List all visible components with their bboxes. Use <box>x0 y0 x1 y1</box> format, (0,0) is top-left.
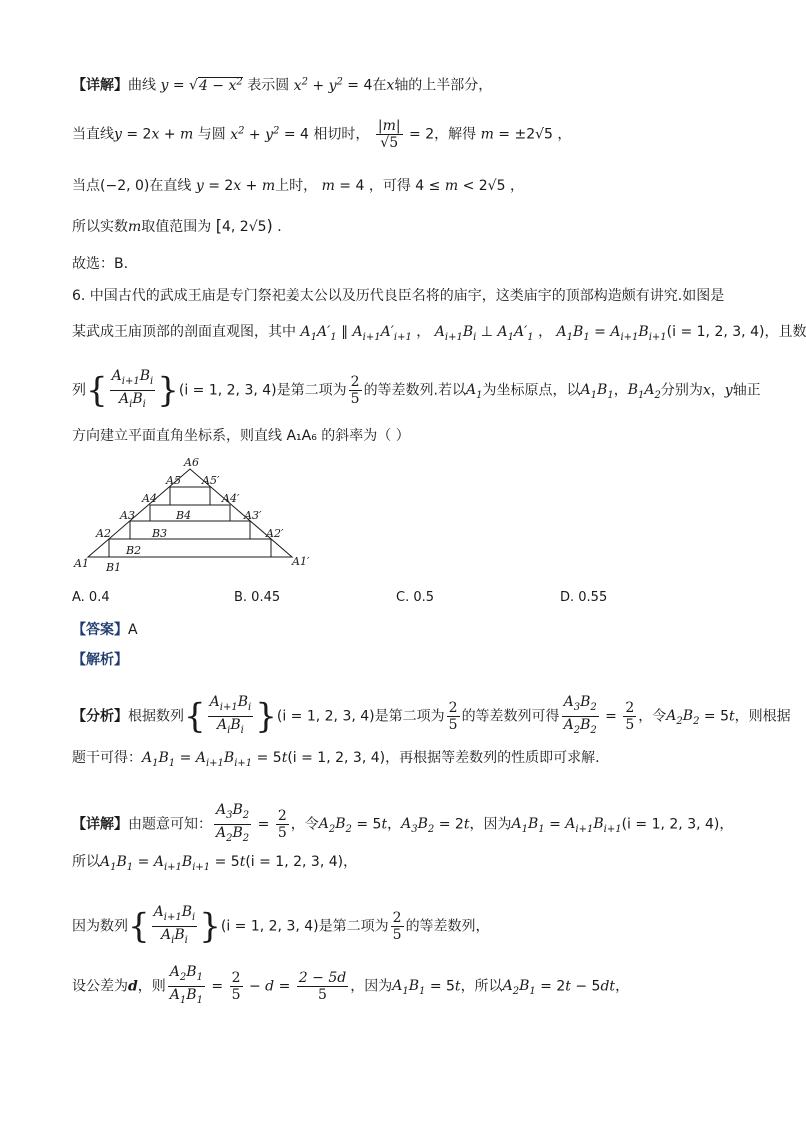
answer-tag: 【答案】 <box>72 622 128 638</box>
label-b2: B2 <box>126 544 142 557</box>
label-a5: A5 <box>166 474 181 487</box>
label-a4p: A4′ <box>222 492 240 505</box>
rect-b2 <box>130 521 250 539</box>
analysis-line <box>72 650 128 670</box>
label-a2: A2 <box>96 527 111 540</box>
fenxi-line-2: 题干可得：$A_1B_1 = A_{i+1}B_{i+1} = 5t(i = 1$, 2, 3, 4)，再根据等差数列的性质即可求解. <box>72 750 600 769</box>
label-a6: A6 <box>184 456 199 469</box>
fenxi-tag: 【分析】 <box>72 708 128 725</box>
label-b3: B3 <box>152 527 168 540</box>
answer-line <box>72 620 138 640</box>
analysis-tag: 【解析】 <box>72 652 128 668</box>
q6-line-4: 方向建立平面直角坐标系，则直线 A₁A₆ 的斜率为（ ） <box>72 428 410 444</box>
q6-line-2: 某武成王庙顶部的剖面直观图，其中 $A_1A'_1$ ∥ $A_{i+1}A'_{i+1}$ ， $A_{i+1}B_i$ ⊥ $A_1A'_1$ ， $A_1B_1 = A_{i+1}B_{i+1}(i = 1$, 2, 3, 4)，且数 <box>72 324 806 343</box>
label-a1p: A1′ <box>292 555 310 568</box>
fenxi-line-1: 【分析】根据数列{ $\frac{A_{i+1}B_i}{A_iB_i}$ }(i = 1, 2, 3, 4)是第二项为 $\frac{2}{5}$ 的等差数列可得 $\frac{A_3B_2}{A_2B_2}$ = $\frac{2}{5}$ ，令$A_2B_2 = 5t$，则根据 <box>72 694 791 737</box>
temple-diagram <box>70 455 330 575</box>
xiangjie-line-2: 所以$A_1B_1 = A_{i+1}B_{i+1} = 5t(i = 1$, 2, 3, 4)， <box>72 854 358 873</box>
label-a3p: A3′ <box>244 509 262 522</box>
xiangjie-line-4: 设公差为d，则 $\frac{A_2B_1}{A_1B_1}$ = $\frac{2}{5}$ − d = $\frac{2 - 5d}{5}$ ，因为$A_1B_1 = 5t$，所以$A_2B_1 = 2t - 5dt$， <box>72 964 630 1006</box>
detail-line-3: 当点(−2, 0)在直线 y = 2x + m上时， m = 4 ，可得 4 ≤ m < 2√5 ， <box>72 178 524 194</box>
xiangjie-tag: 【详解】 <box>72 816 128 833</box>
label-a2p: A2′ <box>266 527 284 540</box>
label-a1: A1 <box>74 557 89 570</box>
q6-line-1: 6. 中国古代的武成王庙是专门祭祀姜太公以及历代良臣名将的庙宇，这类庙宇的顶部构造颇有讲究.如图是 <box>72 288 725 304</box>
label-a3: A3 <box>120 509 135 522</box>
detail-line-1: 【详解】曲线 $y = √4 - x^2$ 表示圆 $x^2 + y^2 = 4$在x轴的上半部分， <box>72 76 493 94</box>
label-a4: A4 <box>142 492 157 505</box>
option-d: D. 0.55 <box>560 590 608 605</box>
xiangjie-line-3: 因为数列{ $\frac{A_{i+1}B_i}{A_iB_i}$ }(i = 1, 2, 3, 4)是第二项为 $\frac{2}{5}$ 的等差数列， <box>72 904 490 947</box>
choice-line: 故选：B. <box>72 256 129 272</box>
detail-line-4: 所以实数m取值范围为 [4, 2√5) . <box>72 216 282 235</box>
detail-line-2: 当直线y = 2x + m 与圆 $x^2 + y^2 = 4$ 相切时， $\frac{|m|}{√5}$ = 2，解得 m = ±2√5 ， <box>72 118 572 151</box>
answer-value: A <box>128 622 138 638</box>
option-a: A. 0.4 <box>72 590 110 605</box>
option-b: B. 0.45 <box>234 590 281 605</box>
label-a5p: A5′ <box>202 474 220 487</box>
label-b4: B4 <box>176 509 192 522</box>
detail-tag: 【详解】 <box>72 77 128 94</box>
rect-b4 <box>170 487 210 505</box>
option-c: C. 0.5 <box>396 590 435 605</box>
q6-line-3: 列{ $\frac{A_{i+1}B_i}{A_iB_i}$ }(i = 1, 2, 3, 4)是第二项为 $\frac{2}{5}$ 的等差数列.若以$A_1$为坐标原点，以$A_1B_1$，$B_1A_2$分别为x，y轴正 <box>72 368 761 411</box>
xiangjie-line-1: 【详解】由题意可知： $\frac{A_3B_2}{A_2B_2}$ = $\frac{2}{5}$ ，令$A_2B_2 = 5t$，$A_3B_2 = 2t$，因为$A_1B_1 = A_{i+1}B_{i+1}(i = 1$, 2, 3, 4)， <box>72 802 734 844</box>
label-b1: B1 <box>106 561 122 574</box>
